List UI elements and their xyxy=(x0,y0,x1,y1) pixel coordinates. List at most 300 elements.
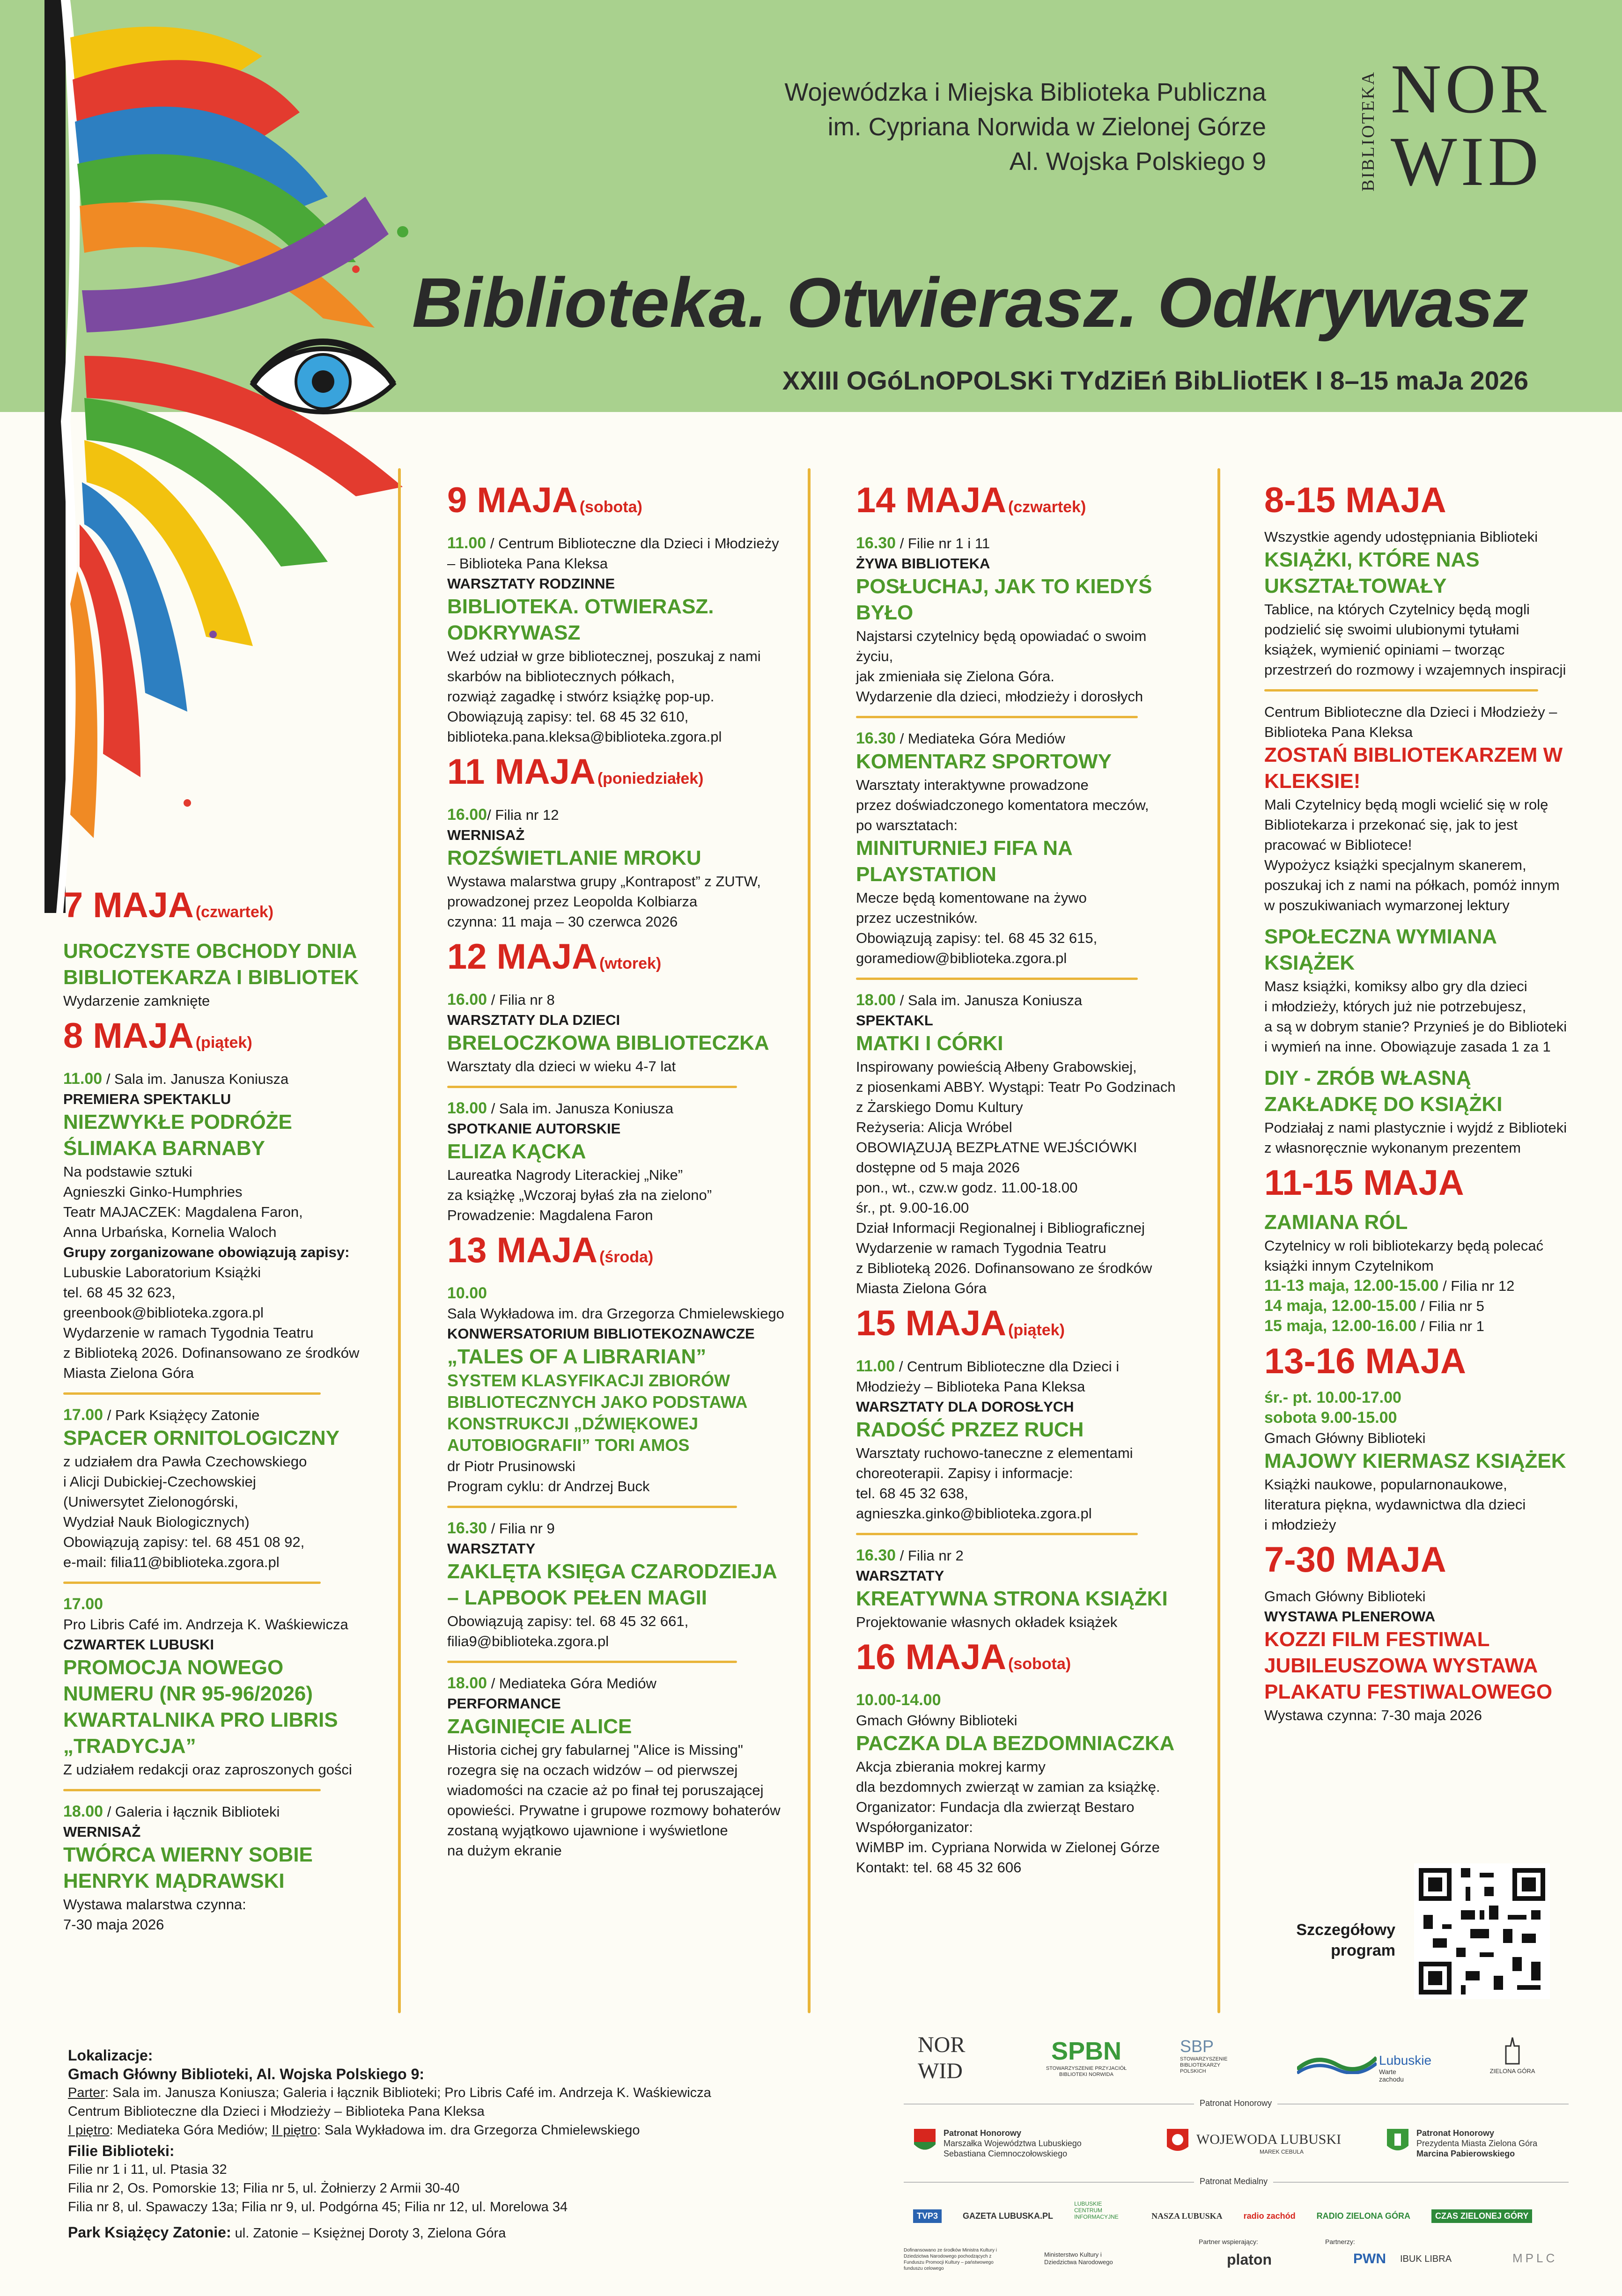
org-line: Al. Wojska Polskiego 9 xyxy=(1009,147,1266,176)
sbp-logo xyxy=(1180,2037,1246,2075)
zielona-gora-coat-of-arms-icon xyxy=(1386,2128,1409,2156)
event-desc: Tablice, na których Czytelnicy będą mogli xyxy=(1264,601,1530,618)
event-desc: z udziałem dra Pawła Czechowskiego xyxy=(63,1453,307,1470)
separator xyxy=(1264,689,1538,692)
event-place: / Sala im. Janusza Koniusza xyxy=(896,992,1083,1008)
event-desc: Warsztaty dla dzieci w wieku 4-7 lat xyxy=(447,1058,676,1074)
date-heading: 14 MAJA (czwartek) xyxy=(856,480,1086,520)
zielona-gora-logo xyxy=(1484,2037,1541,2075)
event-kind: WARSZTATY DLA DZIECI xyxy=(447,1012,620,1028)
event-title: BRELOCZKOWA BIBLIOTECZKA xyxy=(447,1031,769,1054)
event-place: / Centrum Biblioteczne dla Dzieci i Młodzieży – Biblioteka Pana Kleksa xyxy=(856,1358,1120,1395)
event-desc: z własnoręcznie wykonanym prezentem xyxy=(1264,1140,1521,1156)
logo-nor: NOR xyxy=(1391,50,1550,128)
event-kind: PERFORMANCE xyxy=(447,1695,561,1712)
marshal-patronage xyxy=(913,2128,1119,2159)
patronage-line: Sebastiana Ciemnoczołowskiego xyxy=(944,2149,1068,2158)
event-desc: Warsztaty interaktywne prowadzone xyxy=(856,777,1089,793)
media-patronage-label: Patronat Medialny xyxy=(1194,2177,1273,2186)
event-desc: Wydział Nauk Biologicznych) xyxy=(63,1514,250,1530)
event-title: KOMENTARZ SPORTOWY xyxy=(856,750,1112,773)
qr-label: Szczegółowy program xyxy=(1296,1921,1395,1959)
event-desc: 7-30 maja 2026 xyxy=(63,1916,164,1933)
separator xyxy=(63,1582,321,1584)
event-desc: tel. 68 45 32 623, xyxy=(63,1284,176,1301)
event-desc: Projektowanie własnych okładek książek xyxy=(856,1614,1118,1630)
patronage-line: Marcina Pabierowskiego xyxy=(1416,2149,1515,2158)
event-time: sobota 9.00-15.00 xyxy=(1264,1409,1397,1427)
lubuskie-logo xyxy=(1297,2053,1432,2083)
event-place: Gmach Główny Biblioteki xyxy=(856,1712,1017,1729)
event-time: śr.- pt. 10.00-17.00 xyxy=(1264,1389,1401,1406)
event-place: / Filia nr 8 xyxy=(487,992,555,1008)
event-place: / Mediateka Góra Mediów xyxy=(487,1675,656,1692)
event-place: / Mediateka Góra Mediów xyxy=(896,730,1065,747)
decor-dot xyxy=(209,631,217,638)
event-desc: jak zmieniała się Zielona Góra. xyxy=(856,668,1054,684)
event-desc: Lubuskie Laboratorium Książki xyxy=(63,1264,261,1280)
date-heading: 13 MAJA (środa) xyxy=(447,1230,654,1270)
event-desc: Współorganizator: xyxy=(856,1819,973,1835)
event-desc: z piosenkami ABBY. Wystąpi: Teatr Po Godzinach xyxy=(856,1079,1176,1095)
pwn-logo: PWN xyxy=(1353,2251,1386,2267)
event-place: / Park Książęcy Zatonie xyxy=(103,1407,260,1423)
event-time: 11.00 xyxy=(856,1357,895,1375)
event-time: 18.00 xyxy=(856,991,896,1009)
main-building-heading: Gmach Główny Biblioteki, Al. Wojska Polskiego 9: xyxy=(68,2066,425,2083)
event-desc[interactable]: goramediow@biblioteka.zgora.pl xyxy=(856,950,1067,966)
logo-wid: WID xyxy=(918,2059,963,2083)
event xyxy=(63,1069,363,1383)
location-line: : Sala Wykładowa im. dra Grzegorza Chmielewskiego xyxy=(317,2123,640,2138)
ibuk-libra-logo: IBUK LIBRA xyxy=(1400,2254,1452,2264)
event-desc: OBOWIĄZUJĄ BEZPŁATNE WEJŚCIÓWKI xyxy=(856,1139,1137,1155)
event-desc: literatura piękna, wydawnictwa dla dzieci xyxy=(1264,1496,1526,1513)
event-desc[interactable]: biblioteka.pana.kleksa@biblioteka.zgora.pl xyxy=(447,729,722,745)
event-desc-bold: Grupy zorganizowane obowiązują zapisy: xyxy=(63,1244,350,1260)
event-title: PACZKA DLA BEZDOMNIACZKA xyxy=(856,1732,1175,1755)
event-desc: Wydarzenie dla dzieci, młodzieży i dorosłych xyxy=(856,688,1143,705)
event-title: POSŁUCHAJ, JAK TO KIEDYŚ BYŁO xyxy=(856,575,1152,624)
event-desc: a są w dobrym stanie? Przynieś je do Biblioteki xyxy=(1264,1018,1567,1035)
event-place: Sala Wykładowa im. dra Grzegorza Chmielewskiego xyxy=(447,1305,784,1322)
floor-label: I piętro xyxy=(68,2123,110,2138)
event xyxy=(63,1405,363,1572)
event xyxy=(856,533,1184,706)
event-desc: za książkę „Wczoraj byłaś zła na zielono” xyxy=(447,1187,712,1203)
date-heading: 16 MAJA (sobota) xyxy=(856,1637,1071,1677)
branches-heading: Filie Biblioteki: xyxy=(68,2142,175,2159)
event-desc: czynna: 11 maja – 30 czerwca 2026 xyxy=(447,913,678,930)
event-time: 16.00 xyxy=(447,806,487,824)
event-desc: Z udziałem redakcji oraz zaproszonych gości xyxy=(63,1761,352,1778)
event-desc: pracować w Bibliotece! xyxy=(1264,837,1412,853)
column-7-8-may xyxy=(63,880,363,1937)
nasza-lubuska-logo: NASZA LUBUSKA xyxy=(1151,2211,1223,2221)
event-desc: Agnieszki Ginko-Humphries xyxy=(63,1184,243,1200)
event xyxy=(447,990,784,1076)
branch-line: Filie nr 1 i 11, ul. Ptasia 32 xyxy=(68,2162,227,2177)
event xyxy=(856,1690,1184,1877)
event-place: Gmach Główny Biblioteki xyxy=(1264,1430,1426,1446)
event-title: ZAGINIĘCIE ALICE xyxy=(447,1715,632,1738)
event-desc: Weź udział w grze bibliotecznej, poszukaj z nami xyxy=(447,648,761,664)
event xyxy=(63,938,363,1011)
event-kind: WARSZTATY xyxy=(856,1567,944,1584)
event-desc: choreoterapii. Zapisy i informacje: xyxy=(856,1465,1073,1481)
tvp3-logo: TVP3 xyxy=(913,2209,942,2223)
separator xyxy=(447,1086,737,1088)
event-desc: prowadzonej przez Leopolda Kolbiarza xyxy=(447,893,698,910)
logo-vertical-text: BIBLIOTEKA xyxy=(1358,71,1378,191)
event-title: TWÓRCA WIERNY SOBIE HENRYK MĄDRAWSKI xyxy=(63,1843,313,1892)
event-desc: Wystawa malarstwa czynna: xyxy=(63,1896,246,1913)
voivode-text: WOJEWODA LUBUSKI xyxy=(1196,2132,1342,2147)
date-heading: 7-30 MAJA xyxy=(1264,1540,1446,1580)
event-time: 11.00 xyxy=(447,534,487,552)
event-desc: z Żarskiego Domu Kultury xyxy=(856,1099,1023,1115)
org-line: im. Cypriana Norwida w Zielonej Górze xyxy=(827,113,1266,141)
event xyxy=(856,729,1184,968)
event-place: / Filia nr 9 xyxy=(487,1520,555,1537)
event-time: 11.00 xyxy=(63,1070,103,1088)
org-line: Wojewódzka i Miejska Biblioteka Publiczna xyxy=(784,78,1266,106)
czas-zg-logo: CZAS ZIELONEJ GÓRY xyxy=(1431,2209,1532,2223)
logo-wid: WID xyxy=(1391,123,1542,200)
voivode-logo xyxy=(1166,2128,1353,2159)
event-desc: opowieści. Prywatne i grupowe rozmowy bohaterów xyxy=(447,1802,781,1818)
event-title: MINITURNIEJ FIFA NA PLAYSTATION xyxy=(856,837,1072,886)
event-desc: Najstarsi czytelnicy będą opowiadać o swoim życiu, xyxy=(856,628,1147,664)
event-desc: Czytelnicy w roli bibliotekarzy będą polecać xyxy=(1264,1237,1544,1254)
event-title: MATKI I CÓRKI xyxy=(856,1032,1003,1055)
event-place: / Sala im. Janusza Koniusza xyxy=(102,1071,289,1087)
event-desc: Wydarzenie w ramach Tygodnia Teatru xyxy=(856,1240,1106,1256)
event-desc: Organizator: Fundacja dla zwierząt Bestaro xyxy=(856,1799,1135,1815)
event-desc: Prowadzenie: Magdalena Faron xyxy=(447,1207,653,1223)
event-place: Gmach Główny Biblioteki xyxy=(1264,1588,1426,1604)
event-desc: Warsztaty ruchowo-taneczne z elementami xyxy=(856,1445,1133,1461)
event-desc: rozwiąż zagadkę i stwórz książkę pop-up. xyxy=(447,688,715,705)
separator xyxy=(856,1533,1138,1535)
event-title: BIBLIOTEKA. OTWIERASZ. ODKRYWASZ xyxy=(447,595,714,644)
event-time: 18.00 xyxy=(63,1803,103,1820)
event xyxy=(447,1518,784,1651)
column-divider xyxy=(1217,468,1220,2013)
event-time: 14 maja, 12.00-15.00 xyxy=(1264,1297,1417,1315)
event-desc: Wydarzenie w ramach Tygodnia Teatru xyxy=(63,1325,314,1341)
event-desc: dr Piotr Prusinowski xyxy=(447,1458,575,1474)
event-place: / Centrum Biblioteczne dla Dzieci i Młodzieży – Biblioteka Pana Kleksa xyxy=(447,535,779,572)
date-heading: 11 MAJA (poniedziałek) xyxy=(447,752,704,792)
decor-dot xyxy=(184,799,191,807)
logo-nor: NOR xyxy=(918,2032,966,2057)
event-desc: Kontakt: tel. 68 45 32 606 xyxy=(856,1859,1022,1876)
event-time: 17.00 xyxy=(63,1406,103,1424)
event-kind: WERNISAŻ xyxy=(447,827,525,843)
event-desc: Masz książki, komiksy albo gry dla dzieci xyxy=(1264,978,1527,994)
event-desc: skarbów na bibliotecznych półkach, xyxy=(447,668,675,684)
event xyxy=(856,990,1184,1298)
event-title: ELIZA KĄCKA xyxy=(447,1140,586,1163)
event-desc: przestrzeń do rozmowy i wzajemnych inspiracji xyxy=(1264,662,1566,678)
column-divider xyxy=(398,468,401,2013)
event-desc: w poszukiwaniach wymarzonej lektury xyxy=(1264,897,1510,913)
event-place: Wszystkie agendy udostępniania Biblioteki xyxy=(1264,529,1538,545)
event-title-sub: SYSTEM KLASYFIKACJI ZBIORÓW BIBLIOTECZNYCH JAKO PODSTAWA KONSTRUKCJI „DŹWIĘKOWEJ AUTOBIOGRAFII” TORI AMOS xyxy=(447,1371,747,1455)
decor-dot xyxy=(397,226,408,237)
event-desc: dostępne od 5 maja 2026 xyxy=(856,1159,1020,1176)
event-desc: pon., wt., czw.w godz. 11.00-18.00 xyxy=(856,1179,1078,1196)
event-title: ZAKLĘTA KSIĘGA CZARODZIEJA – LAPBOOK PEŁEN MAGII xyxy=(447,1560,777,1609)
city-hall-icon xyxy=(1498,2037,1526,2065)
separator xyxy=(447,1506,737,1508)
event-desc: Wystawa malarstwa grupy „Kontrapost” z ZUTW, xyxy=(447,873,761,890)
event-desc: poszukaj ich z nami na półkach, pomóż innym xyxy=(1264,877,1560,893)
event-time: 10.00-14.00 xyxy=(856,1691,941,1709)
lci-logo: LUBUSKIE CENTRUM INFORMACYJNE xyxy=(1074,2200,1119,2220)
column-multi-day xyxy=(1264,475,1583,1728)
column-9-13-may xyxy=(447,475,784,1863)
event-desc[interactable]: filia9@biblioteka.zgora.pl xyxy=(447,1633,609,1649)
event-title: UROCZYSTE OBCHODY DNIA BIBLIOTEKARZA I BIBLIOTEK xyxy=(63,940,359,989)
event-kind: WARSZTATY xyxy=(447,1540,536,1557)
event-desc: Dział Informacji Regionalnej i Bibliograficznej xyxy=(856,1220,1145,1236)
poster-subtitle: XXIII OGóLnOPOLSKi TYdZiEń BibLliotEK I 8–15 maJa 2026 xyxy=(782,366,1528,395)
event-desc: i Alicji Dubickiej-Czechowskiej xyxy=(63,1473,256,1490)
floor-label: II piętro xyxy=(272,2123,317,2138)
date-heading: 12 MAJA (wtorek) xyxy=(447,937,662,977)
eye-icon xyxy=(253,342,393,412)
event-desc: wiadomości na czacie aż po finał tej poruszającej xyxy=(447,1782,764,1798)
event-desc: Na podstawie sztuki xyxy=(63,1163,192,1180)
event-desc: Mali Czytelnicy będą mogli wcielić się w rolę xyxy=(1264,796,1548,813)
locations xyxy=(68,2046,864,2243)
voivode-sub: MAREK CEBULA xyxy=(1260,2149,1304,2155)
partners-label: Partnerzy: xyxy=(1325,2238,1355,2245)
park-address: ul. Zatonie – Księżnej Doroty 3, Zielona Góra xyxy=(231,2226,506,2241)
event-desc: Historia cichej gry fabularnej "Alice is Missing" xyxy=(447,1742,743,1758)
event-time: 16.00 xyxy=(447,991,487,1008)
event-desc: Laureatka Nagrody Literackiej „Nike” xyxy=(447,1167,683,1183)
event-desc: rozegra się na oczach widzów – od pierwszej xyxy=(447,1762,738,1778)
date-heading: 9 MAJA (sobota) xyxy=(447,480,642,520)
event-desc: WiMBP im. Cypriana Norwida w Zielonej Górze xyxy=(856,1839,1160,1855)
patronage-title: Patronat Honorowy xyxy=(1416,2128,1495,2138)
event xyxy=(1264,527,1583,680)
event-time: 17.00 xyxy=(63,1595,103,1613)
event-desc[interactable]: agnieszka.ginko@biblioteka.zgora.pl xyxy=(856,1505,1092,1522)
event-desc: na dużym ekranie xyxy=(447,1842,562,1859)
date-heading: 13-16 MAJA xyxy=(1264,1341,1466,1381)
ministry-logo: Ministerstwo Kultury i Dziedzictwa Narodowego xyxy=(1044,2251,1113,2266)
event-place: / Sala im. Janusza Koniusza xyxy=(487,1100,674,1117)
event-desc: przez uczestników. xyxy=(856,910,978,926)
event-desc: Książki naukowe, popularnonaukowe, xyxy=(1264,1476,1507,1493)
event-desc: i wymień na inne. Obowiązuje zasada 1 za 1 xyxy=(1264,1038,1551,1055)
event-desc: książki innym Czytelnikom xyxy=(1264,1258,1434,1274)
norwid-logo xyxy=(1358,50,1550,206)
event-time: 15 maja, 12.00-16.00 xyxy=(1264,1317,1417,1335)
lubuskie-text: Lubuskie xyxy=(1379,2053,1432,2068)
patronage-title: Patronat Honorowy xyxy=(944,2128,1022,2138)
qr-code-icon[interactable] xyxy=(1414,1863,1550,1999)
event-desc: Mecze będą komentowane na żywo xyxy=(856,890,1087,906)
event-time: 16.30 xyxy=(856,729,896,747)
event xyxy=(63,1594,363,1780)
event-desc: Miasta Zielona Góra xyxy=(856,1280,987,1296)
event-title: SPACER ORNITOLOGICZNY xyxy=(63,1427,339,1450)
event-title: „TALES OF A LIBRARIAN” xyxy=(447,1345,707,1368)
event-desc: i młodzieży, których już nie potrzebujesz, xyxy=(1264,998,1526,1015)
event xyxy=(447,1283,784,1496)
event-kind: SPEKTAKL xyxy=(856,1012,933,1029)
event-time: 18.00 xyxy=(447,1099,487,1117)
event-place: / Filia nr 5 xyxy=(1416,1298,1484,1314)
event-desc: Wypożycz książki specjalnym skanerem, xyxy=(1264,857,1526,873)
event xyxy=(1264,1586,1583,1725)
event-kind: WYSTAWA PLENEROWA xyxy=(1264,1608,1436,1625)
event-place: / Filia nr 2 xyxy=(896,1547,964,1564)
event-desc: z Biblioteką 2026. Dofinansowano ze środków xyxy=(63,1345,360,1361)
event-desc: (Uniwersytet Zielonogórski, xyxy=(63,1494,238,1510)
event-desc: Wydarzenie zamknięte xyxy=(63,993,210,1009)
event-time: 16.30 xyxy=(447,1519,487,1537)
event-title: KOZZI FILM FESTIWAL JUBILEUSZOWA WYSTAWA PLAKATU FESTIWALOWEGO xyxy=(1264,1628,1553,1703)
event-desc: Obowiązują zapisy: tel. 68 45 32 661, xyxy=(447,1613,689,1629)
poster-title: Biblioteka. Otwierasz. Odkrywasz xyxy=(412,263,1528,342)
event-kind: WARSZTATY DLA DOROSŁYCH xyxy=(856,1398,1074,1415)
event-desc: Podziałaj z nami plastycznie i wyjdź z Biblioteki xyxy=(1264,1119,1567,1136)
separator xyxy=(856,716,1138,718)
event-desc: Bibliotekarza i przekonać się, jak to jest xyxy=(1264,817,1518,833)
event xyxy=(63,1802,363,1935)
funding-note: Dofinansowano ze środków Ministra Kultury i Dziedzictwa Narodowego pochodzących z Funduszu Promocji Kultury – państwowego funduszu celowego xyxy=(904,2248,997,2271)
location-line: Centrum Biblioteczne dla Dzieci i Młodzieży – Biblioteka Pana Kleksa xyxy=(68,2104,485,2119)
spbn-sub: STOWARZYSZENIE PRZYJACIÓŁ BIBLIOTEKI NORWIDA xyxy=(1046,2066,1127,2077)
supporting-partner-label: Partner wspierający: xyxy=(1199,2238,1258,2245)
event-place: / Filia nr 12 xyxy=(1438,1278,1515,1294)
event-desc: Miasta Zielona Góra xyxy=(63,1365,194,1381)
event-kind: ŻYWA BIBLIOTEKA xyxy=(856,555,990,572)
event-time: 16.30 xyxy=(856,1546,896,1564)
event xyxy=(447,533,784,747)
decor-dot xyxy=(352,265,360,273)
lubuskie-sub: Warte zachodu xyxy=(1379,2068,1404,2083)
event xyxy=(447,805,784,932)
event-title: SPOŁECZNA WYMIANA KSIĄŻEK xyxy=(1264,925,1497,974)
event-place: / Filia nr 12 xyxy=(487,807,559,823)
event-desc: Teatr MAJACZEK: Magdalena Faron, xyxy=(63,1204,303,1220)
event-place: Pro Libris Café im. Andrzeja K. Waśkiewicza xyxy=(63,1616,348,1633)
event-time: 18.00 xyxy=(447,1674,487,1692)
event-desc: Obowiązują zapisy: tel. 68 45 32 615, xyxy=(856,930,1098,946)
event-desc: zostaną wyjątkowo ujawnione i wyświetlone xyxy=(447,1822,728,1839)
event-desc: książek, wymienić opiniami – tworząc xyxy=(1264,641,1505,658)
separator xyxy=(63,1789,321,1791)
event-desc: podzielić się swoimi ulubionymi tytułami xyxy=(1264,621,1519,638)
floor-label: Parter xyxy=(68,2085,105,2100)
event-time: 16.30 xyxy=(856,534,896,552)
book-pages-icon xyxy=(44,0,403,913)
event-title: KREATYWNA STRONA KSIĄŻKI xyxy=(856,1587,1168,1610)
park-heading: Park Książęcy Zatonie: xyxy=(68,2224,231,2241)
event xyxy=(447,1673,784,1861)
event-time: 10.00 xyxy=(447,1284,487,1302)
event xyxy=(856,1545,1184,1632)
date-heading: 11-15 MAJA xyxy=(1264,1163,1464,1203)
honorary-patronage-label: Patronat Honorowy xyxy=(1194,2098,1277,2108)
mayor-patronage xyxy=(1386,2128,1564,2159)
event xyxy=(1264,1388,1583,1535)
event xyxy=(856,1356,1184,1523)
patronage-line: Prezydenta Miasta Zielona Góra xyxy=(1416,2139,1538,2148)
date-heading: 7 MAJA (czwartek) xyxy=(63,885,274,925)
event-title: PROMOCJA NOWEGO NUMERU (NR 95-96/2026) KWARTALNIKA PRO LIBRIS „TRADYCJA” xyxy=(63,1656,338,1758)
event-title: DIY - ZRÓB WŁASNĄ ZAKŁADKĘ DO KSIĄŻKI xyxy=(1264,1067,1503,1116)
event-desc[interactable]: greenbook@biblioteka.zgora.pl xyxy=(63,1304,264,1321)
lubuskie-wave-icon xyxy=(1297,2053,1377,2074)
location-line: : Sala im. Janusza Koniusza; Galeria i łącznik Biblioteki; Pro Libris Café im. Andrzeja K. Waśkiewicza xyxy=(104,2085,711,2100)
spbn-text: SPBN xyxy=(1051,2037,1122,2065)
platon-logo: platon xyxy=(1227,2251,1272,2268)
event-kind: CZWARTEK LUBUSKI xyxy=(63,1636,214,1653)
date-heading: 8 MAJA (piątek) xyxy=(63,1016,252,1056)
lubuskie-coat-of-arms-icon xyxy=(913,2128,936,2156)
separator xyxy=(63,1392,321,1395)
event-desc: Akcja zbierania mokrej karmy xyxy=(856,1759,1046,1775)
date-heading: 8-15 MAJA xyxy=(1264,480,1446,520)
event-desc: Obowiązują zapisy: tel. 68 45 32 610, xyxy=(447,708,689,725)
patronage-line: Marszałka Województwa Lubuskiego xyxy=(944,2139,1082,2148)
event xyxy=(1264,924,1583,1057)
locations-heading: Lokalizacje: xyxy=(68,2047,153,2064)
event xyxy=(1264,1209,1583,1336)
event-desc: po warsztatach: xyxy=(856,817,958,833)
event-desc[interactable]: e-mail: filia11@biblioteka.zgora.pl xyxy=(63,1554,280,1570)
norwid-small-logo xyxy=(918,2032,965,2084)
mplc-logo: MPLC xyxy=(1512,2251,1558,2265)
event-place: Centrum Biblioteczne dla Dzieci i Młodzieży – Biblioteka Pana Kleksa xyxy=(1264,704,1557,740)
sbp-text: SBP xyxy=(1180,2037,1214,2056)
event-title: ROZŚWIETLANIE MROKU xyxy=(447,846,701,869)
branch-line: Filia nr 8, ul. Spawaczy 13a; Filia nr 9, ul. Podgórna 45; Filia nr 12, ul. Morelowa 34 xyxy=(68,2200,568,2215)
radio-zg-logo: RADIO ZIELONA GÓRA xyxy=(1316,2211,1411,2221)
event-title: ZOSTAŃ BIBLIOTEKARZEM W KLEKSIE! xyxy=(1264,743,1563,793)
column-14-16-may xyxy=(856,475,1184,1880)
event-title: NIEZWYKŁE PODRÓŻE ŚLIMAKA BARNABY xyxy=(63,1111,292,1160)
event-desc: Anna Urbańska, Kornelia Waloch xyxy=(63,1224,277,1240)
event-desc: przez doświadczonego komentatora meczów, xyxy=(856,797,1149,813)
event-kind: WERNISAŻ xyxy=(63,1824,141,1840)
zg-text: ZIELONA GÓRA xyxy=(1489,2068,1535,2075)
event-desc: i młodzieży xyxy=(1264,1516,1336,1533)
gazeta-lubuska-logo: GAZETA LUBUSKA.PL xyxy=(963,2211,1054,2221)
event-title: KSIĄŻKI, KTÓRE NAS UKSZTAŁTOWAŁY xyxy=(1264,548,1480,597)
column-divider xyxy=(808,468,811,2013)
date-heading: 15 MAJA (piątek) xyxy=(856,1303,1065,1343)
event-desc: Obowiązują zapisy: tel. 68 451 08 92, xyxy=(63,1534,305,1550)
sbp-sub: STOWARZYSZENIE BIBLIOTEKARZY POLSKICH xyxy=(1180,2056,1228,2074)
event xyxy=(1264,1065,1583,1158)
event-time: 11-13 maja, 12.00-15.00 xyxy=(1264,1277,1439,1295)
event-desc: tel. 68 45 32 638, xyxy=(856,1485,968,1501)
event-kind: PREMIERA SPEKTAKLU xyxy=(63,1091,231,1107)
event-place: / Filie nr 1 i 11 xyxy=(896,535,990,552)
event-kind: KONWERSATORIUM BIBLIOTEKOZNAWCZE xyxy=(447,1325,755,1342)
spbn-logo xyxy=(1040,2037,1133,2078)
event-title: RADOŚĆ PRZEZ RUCH xyxy=(856,1418,1084,1441)
